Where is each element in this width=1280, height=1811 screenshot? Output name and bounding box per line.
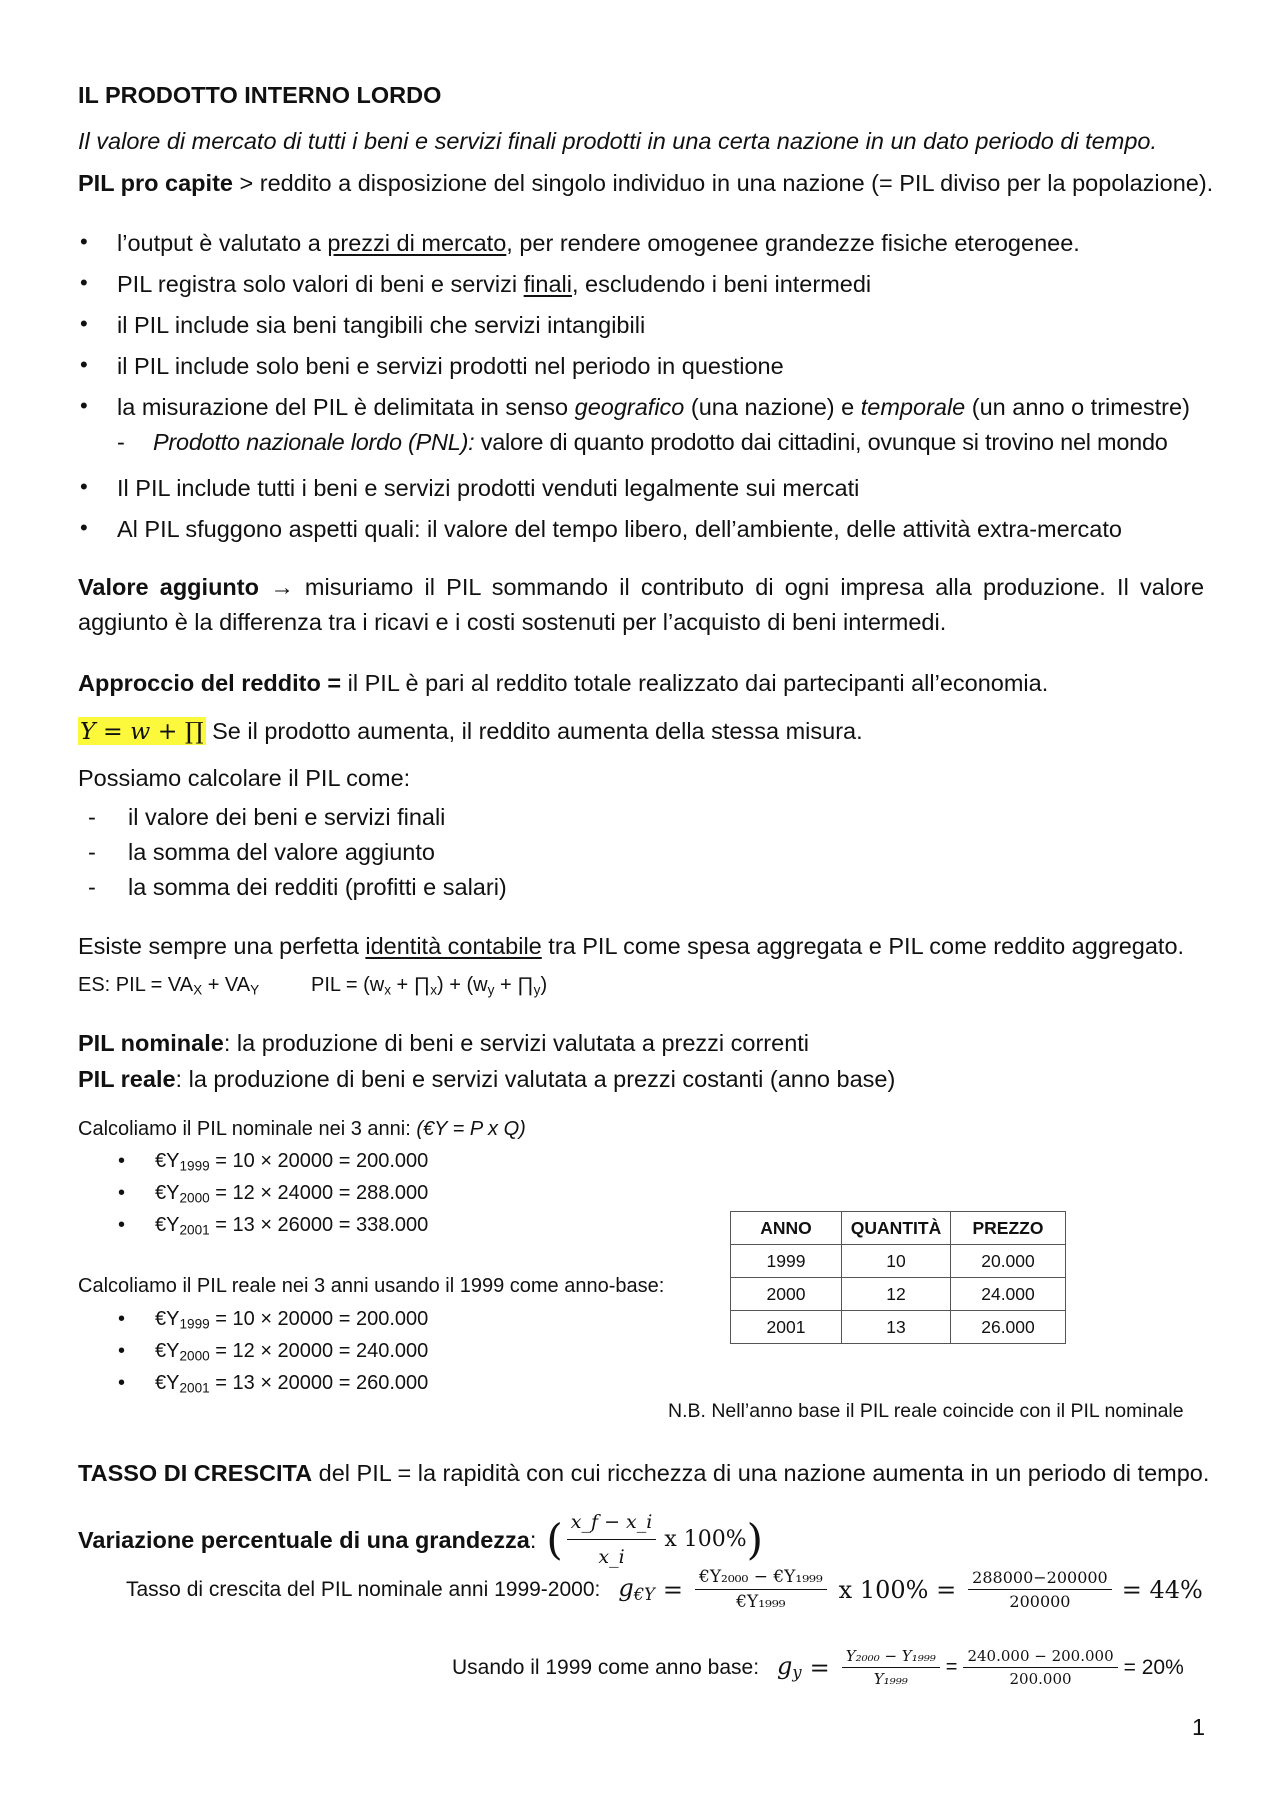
table-header: PREZZO: [951, 1212, 1066, 1245]
page-title: IL PRODOTTO INTERNO LORDO: [78, 82, 442, 108]
tasso-crescita: TASSO DI CRESCITA del PIL = la rapidità con cui ricchezza di una nazione aumenta in un periodo di tempo.: [78, 1460, 1210, 1486]
definition: Il valore di mercato di tutti i beni e servizi finali prodotti in una certa nazione in un dato periodo di tempo.: [78, 128, 1157, 154]
bullet-icon: •: [118, 1150, 126, 1172]
nb-note: N.B. Nell’anno base il PIL reale coincide con il PIL nominale: [668, 1400, 1184, 1422]
approccio-reddito: Approccio del reddito = il PIL è pari al reddito totale realizzato dai partecipanti all’economia.: [78, 670, 1049, 696]
table-cell: 2000: [731, 1278, 842, 1311]
table-header: QUANTITÀ: [842, 1212, 951, 1245]
tasso-reale-formula: Usando il 1999 come anno base: $g_y$ = $\frac{\text{Y₂₀₀₀ − Y₁₉₉₉}}{\text{Y₁₉₉₉}}$ = $\frac{240.000 - 200.000}{200.000}$ = 20%: [452, 1647, 1184, 1688]
list-item: il valore dei beni e servizi finali: [128, 804, 446, 830]
calc-nominale-item: $€Y_{2000} = 12 \times 24000 = 288.000$: [155, 1182, 429, 1206]
formula-y: Y = w + ∏: [80, 717, 204, 745]
calc-reale-item: $€Y_{2000} = 12 \times 20000 = 240.000$: [155, 1340, 429, 1364]
list-item: l’output è valutato a prezzi di mercato, per rendere omogenee grandezze fisiche eterogenee.: [117, 230, 1080, 256]
pil-nominale-def: PIL nominale: la produzione di beni e servizi valutata a prezzi correnti: [78, 1030, 810, 1056]
table-row: [731, 1278, 1066, 1311]
bullet-icon: •: [80, 229, 88, 254]
calc-reale-item: $€Y_{1999} = 10 \times 20000 = 200.000$: [155, 1308, 429, 1332]
es-formula-1: ES: PIL = $VA_X + VA_Y$: [78, 974, 260, 998]
variazione-percentuale: Variazione percentuale di una grandezza : ( $\frac{x\_f - x\_i}{x\_i}$ x 100% ): [78, 1507, 763, 1572]
list-item: Al PIL sfuggono aspetti quali: il valore del tempo libero, dell’ambiente, delle attività extra-mercato: [117, 516, 1122, 542]
dash: -: [88, 839, 96, 865]
identita-contabile: Esiste sempre una perfetta identità contabile tra PIL come spesa aggregata e PIL come reddito aggregato.: [78, 933, 1185, 959]
bullet-icon: •: [118, 1340, 126, 1362]
list-item: il PIL include sia beni tangibili che servizi intangibili: [117, 312, 646, 338]
bullet-icon: •: [80, 270, 88, 295]
dash: -: [88, 874, 96, 900]
table-header: ANNO: [731, 1212, 842, 1245]
calc-nominale-item: $€Y_{2001} = 13 \times 26000 = 338.000$: [155, 1214, 429, 1238]
table-cell: 20.000: [951, 1245, 1066, 1278]
sub-list-item: Prodotto nazionale lordo (PNL): valore di quanto prodotto dai cittadini, ovunque si trovino nel mondo: [153, 429, 1168, 455]
page-number: 1: [1192, 1714, 1206, 1740]
bullet-icon: •: [80, 352, 88, 377]
bullet-icon: •: [80, 474, 88, 499]
bullet-icon: •: [118, 1308, 126, 1330]
bullet-icon: •: [80, 393, 88, 418]
bullet-icon: •: [80, 515, 88, 540]
calc-reale-intro: Calcoliamo il PIL reale nei 3 anni usando il 1999 come anno-base:: [78, 1275, 665, 1297]
table-cell: 24.000: [951, 1278, 1066, 1311]
table-cell: 12: [842, 1278, 951, 1311]
bullet-icon: •: [80, 311, 88, 336]
tasso-nominale-formula: Tasso di crescita del PIL nominale anni 1999-2000: $g_{€Y}$ = $\frac{\text{€Y₂₀₀₀ − €Y₁₉₉₉}}{\text{€Y₁₉₉₉}}$ x 100% = $\frac{288000-200000}{200000}$ = 44%: [126, 1567, 1203, 1612]
table-header-row: [731, 1212, 1066, 1245]
list-item: la somma del valore aggiunto: [128, 839, 435, 865]
calc-nominale-item: $€Y_{1999} = 10 \times 20000 = 200.000$: [155, 1150, 429, 1174]
bullet-icon: •: [118, 1214, 126, 1236]
calcolare-intro: Possiamo calcolare il PIL come:: [78, 765, 411, 791]
calc-reale-item: $€Y_{2001} = 13 \times 20000 = 260.000$: [155, 1372, 429, 1396]
dash: -: [88, 804, 96, 830]
list-item: il PIL include solo beni e servizi prodotti nel periodo in questione: [117, 353, 784, 379]
formula-y-line: Y = w + ∏ Se il prodotto aumenta, il reddito aumenta della stessa misura.: [80, 717, 863, 745]
list-item: la misurazione del PIL è delimitata in senso geografico (una nazione) e temporale (un anno o trimestre): [117, 394, 1190, 420]
data-table: [730, 1211, 1066, 1344]
table-row: [731, 1311, 1066, 1344]
list-item: Il PIL include tutti i beni e servizi prodotti venduti legalmente sui mercati: [117, 475, 860, 501]
table-cell: 26.000: [951, 1311, 1066, 1344]
es-formula-2: PIL = ($w_x$ + $\prod_x) + (w_y$ + $\prod_y$): [311, 974, 548, 998]
list-item: la somma dei redditi (profitti e salari): [128, 874, 507, 900]
bullet-icon: •: [118, 1182, 126, 1204]
table-cell: 13: [842, 1311, 951, 1344]
table-row: [731, 1245, 1066, 1278]
bullet-icon: •: [118, 1372, 126, 1394]
calc-nominale-intro: Calcoliamo il PIL nominale nei 3 anni: (€Y = P x Q): [78, 1118, 526, 1140]
table-cell: 2001: [731, 1311, 842, 1344]
table-cell: 10: [842, 1245, 951, 1278]
pil-reale-def: PIL reale: la produzione di beni e servizi valutata a prezzi costanti (anno base): [78, 1066, 896, 1092]
pil-pro-capite: PIL pro capite > reddito a disposizione del singolo individuo in una nazione (= PIL diviso per la popolazione).: [78, 170, 1214, 196]
arrow-right-icon: →: [270, 574, 294, 600]
sub-dash: -: [117, 429, 125, 455]
list-item: PIL registra solo valori di beni e servizi finali, escludendo i beni intermedi: [117, 271, 872, 297]
valore-aggiunto-paragraph: Valore aggiunto → misuriamo il PIL sommando il contributo di ogni impresa alla produzione. Il valore aggiunto è la differenza tra i ricavi e i costi sostenuti per l’acquisto di beni intermedi.: [78, 574, 1205, 635]
table-cell: 1999: [731, 1245, 842, 1278]
